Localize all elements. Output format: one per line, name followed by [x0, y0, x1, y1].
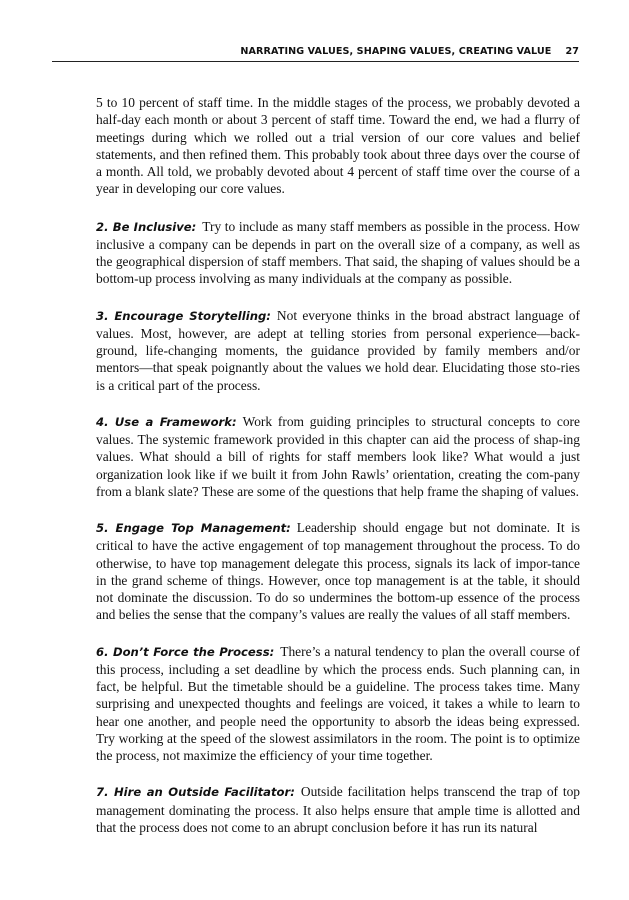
section-text: Not everyone thinks in the broad abstract language of values. Most, however, are adept at telling stories from personal experience—back-ground, life-changing moments, the guidance provided by family members and/or mentors—that speak poignantly about the values we hold dear. Elucidating those sto-ries is a critical part of the process.: [96, 307, 580, 393]
section-heading: 5. Engage Top Management:: [96, 521, 291, 535]
section-text: Leadership should engage but not dominate. It is critical to have the active engagement of top management throughout the process. To do otherwise, to have top management delegate this process, signals its lack of impor-tance in the grand scheme of things. However, once top management is at the table, it should not dominate the discussion. To do so undermines the bottom-up essence of the process and belies the sense that the company’s values are really the values of all staff members.: [96, 520, 580, 623]
section-paragraph-inclusive: [96, 218, 580, 288]
section-text: There’s a natural tendency to plan the overall course of this process, including a set deadline by which the process ends. Such planning can, in fact, be helpful. But the timetable should be a guideline. The process takes time. Many surprising and unexpected thoughts and feelings are voiced, it takes a while to learn to hear one another, and people need the opportunity to absorb the ideas being expressed. Try working at the speed of the slowest assimilators in the room. The point is to optimize the process, not maximize the efficiency of your time together.: [96, 643, 581, 763]
section-paragraph-facilitator: [96, 783, 580, 836]
intro-paragraph: 5 to 10 percent of staff time. In the middle stages of the process, we probably devoted a half-day each month or about 3 percent of staff time. Toward the end, we had a flurry of meetings during which we rolled out a trial version of our core values and belief statements, and then refined them. This probably took about three days over the course of a month. All told, we probably devoted about 4 percent of staff time over the course of a year in developing our core values.: [96, 95, 580, 197]
page-number: 27: [565, 46, 579, 57]
running-title: NARRATING VALUES, SHAPING VALUES, CREATING VALUE: [240, 46, 552, 57]
section-paragraph-dont-force: [96, 643, 580, 765]
section-text: Try to include as many staff members as possible in the process. How inclusive a company can be depends in part on the overall size of a company, as well as the geographical dispersion of staff members. That said, the shaping of values should be a bottom-up process involving as many individuals at the company as possible.: [96, 218, 581, 287]
section-paragraph-top-management: [96, 519, 580, 624]
section-paragraph-storytelling: [96, 307, 580, 394]
section-heading: 3. Encourage Storytelling:: [96, 308, 271, 323]
section-heading: 7. Hire an Outside Facilitator:: [96, 785, 295, 800]
section-heading: 6. Don’t Force the Process:: [96, 644, 275, 659]
running-head: [96, 46, 579, 60]
section-text: Work from guiding principles to structural concepts to core values. The systemic framework provided in this chapter can aid the process of shap-ing values. What should a bill of rights for staff members look like? What would a just organization look like if we built it from John Rawls’ orientation, creating the com-pany from a blank slate? These are some of the questions that help frame the shaping of values.: [96, 413, 581, 499]
body-text: [96, 94, 580, 855]
section-text: Outside facilitation helps transcend the trap of top management dominating the process. It also helps ensure that ample time is allotted and that the process does not come to an abrupt conclusion before it has run its natural: [96, 784, 581, 835]
section-heading: 2. Be Inclusive:: [96, 219, 197, 234]
section-heading: 4. Use a Framework:: [96, 414, 237, 429]
section-paragraph-framework: [96, 413, 580, 500]
header-rule: [52, 61, 579, 62]
